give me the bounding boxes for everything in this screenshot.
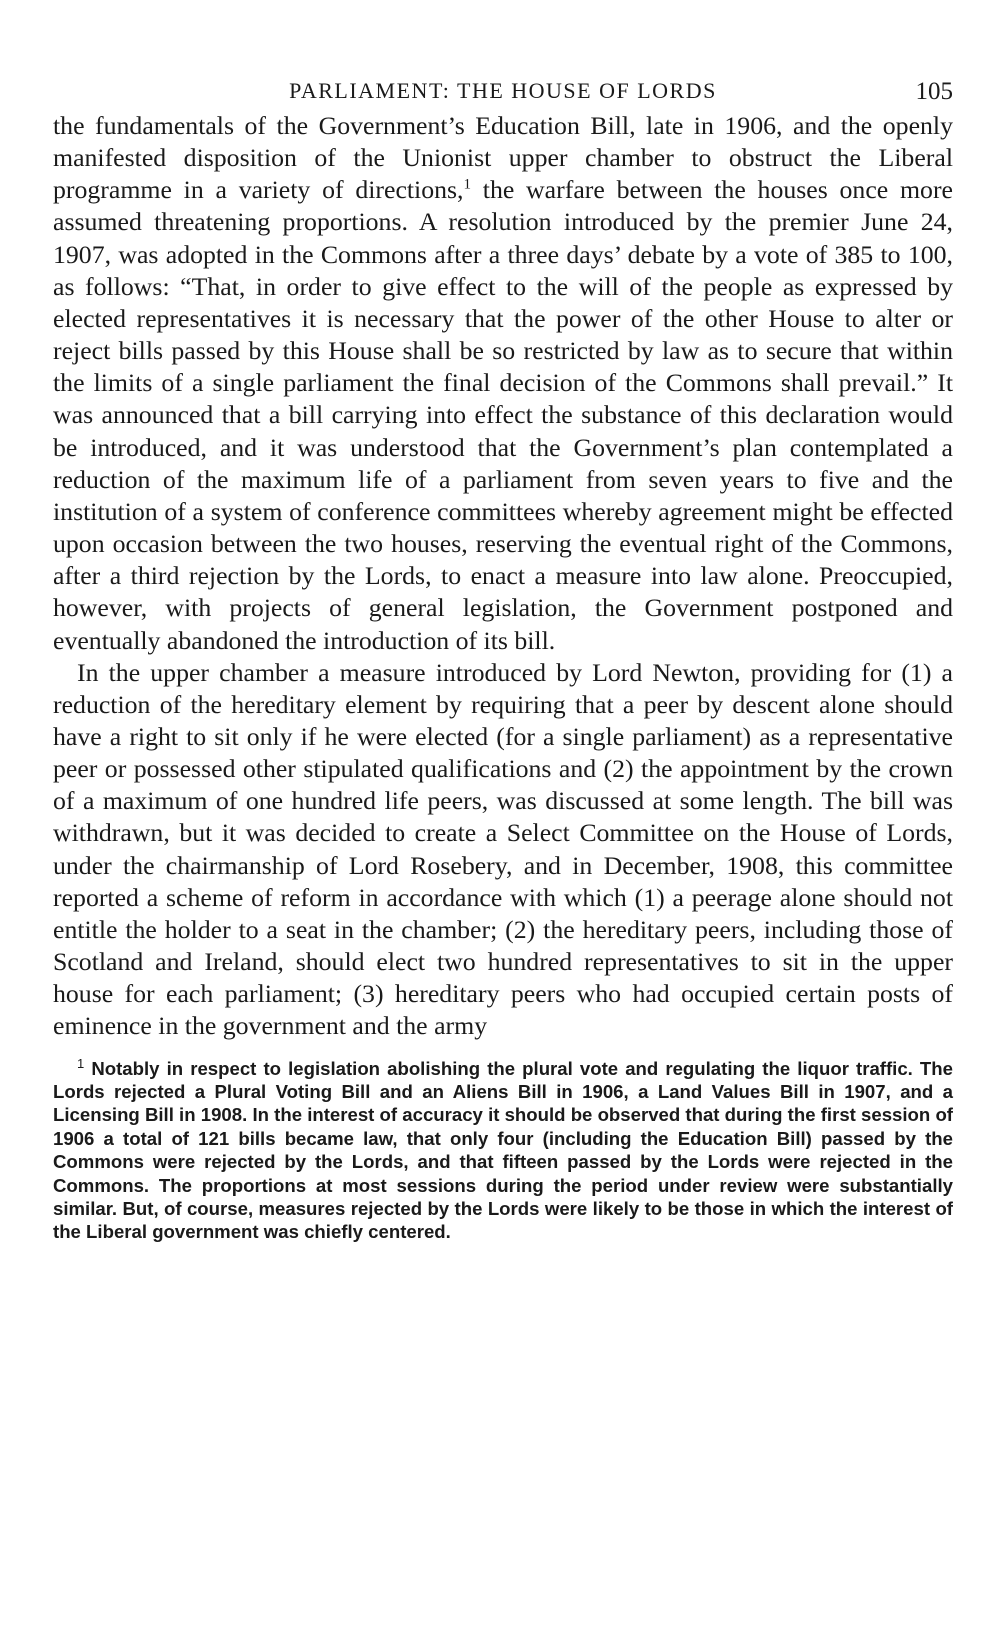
body-text — [53, 110, 953, 1043]
footnote-1 — [53, 1057, 953, 1244]
footnote-marker: 1 — [77, 1055, 85, 1071]
paragraph-1-text-a: the fundamentals of the Government’s Education Bill, late in 1906, and the openly manifested disposition of the Unionist upper chamber to obstruct the Liberal programme in a variety of directions, — [53, 111, 953, 205]
footnote-text: Notably in respect to legislation abolishing the plural vote and regulating the liquor traffic. The Lords rejected a Plural Voting Bill and an Aliens Bill in 1906, a Land Values Bill in 1907, and a Licensing Bill in 1908. In the interest of accuracy it should be observed that during the first session of 1906 a total of 121 bills became law, that only four (including the Education Bill) passed by the Commons were rejected by the Lords, and that fifteen passed by the Lords were rejected in the Commons. The proportions at most sessions during the period under review were substantially similar. But, of course, measures rejected by the Lords were likely to be those in which the interest of the Liberal government was chiefly centered. — [53, 1057, 953, 1243]
running-head — [53, 70, 953, 110]
paragraph-2: In the upper chamber a measure introduced by Lord Newton, providing for (1) a reduction of the hereditary element by requiring that a peer by descent alone should have a right to sit only if he were elected (for a single parliament) as a representative peer or possessed other stipulated qualifications and (2) the appointment by the crown of a maximum of one hundred life peers, was discussed at some length. The bill was withdrawn, but it was decided to create a Select Committee on the House of Lords, under the chairmanship of Lord Rosebery, and in December, 1908, this committee reported a scheme of reform in accordance with which (1) a peerage alone should not entitle the holder to a seat in the chamber; (2) the hereditary peers, including those of Scotland and Ireland, should elect two hundred representatives to sit in the upper house for each parliament; (3) hereditary peers who had occupied certain posts of eminence in the government and the army — [53, 657, 953, 1041]
page-number: 105 — [915, 78, 953, 105]
footnote-reference: 1 — [463, 176, 472, 193]
paragraph-1-text-b: the warfare between the houses once more assumed threatening proportions. A resolution introduced by the premier June 24, 1907, was adopted in the Commons after a three days’ debate by a vote of 385 to 100, as follows: “That, in order to give effect to the will of the people as expressed by elected representatives it is necessary that the power of the other House to alter or reject bills passed by this House shall be so restricted by law as to secure that within the limits of a single parliament the final decision of the Commons shall prevail.” It was announced that a bill carrying into effect the substance of this declaration would be introduced, and it was understood that the Government’s plan contemplated a reduction of the maximum life of a parliament from seven years to five and the institution of a system of conference committees whereby agreement might be effected upon occasion between the two houses, reserving the eventual right of the Commons, after a third rejection by the Lords, to enact a measure into law alone. Preoccupied, however, with projects of general legislation, the Government postponed and eventually abandoned the introduction of its bill. — [53, 175, 953, 655]
running-title: PARLIAMENT: THE HOUSE OF LORDS — [289, 78, 717, 103]
footnotes — [53, 1057, 953, 1244]
paragraph-1 — [53, 110, 953, 657]
book-page — [53, 70, 953, 1244]
